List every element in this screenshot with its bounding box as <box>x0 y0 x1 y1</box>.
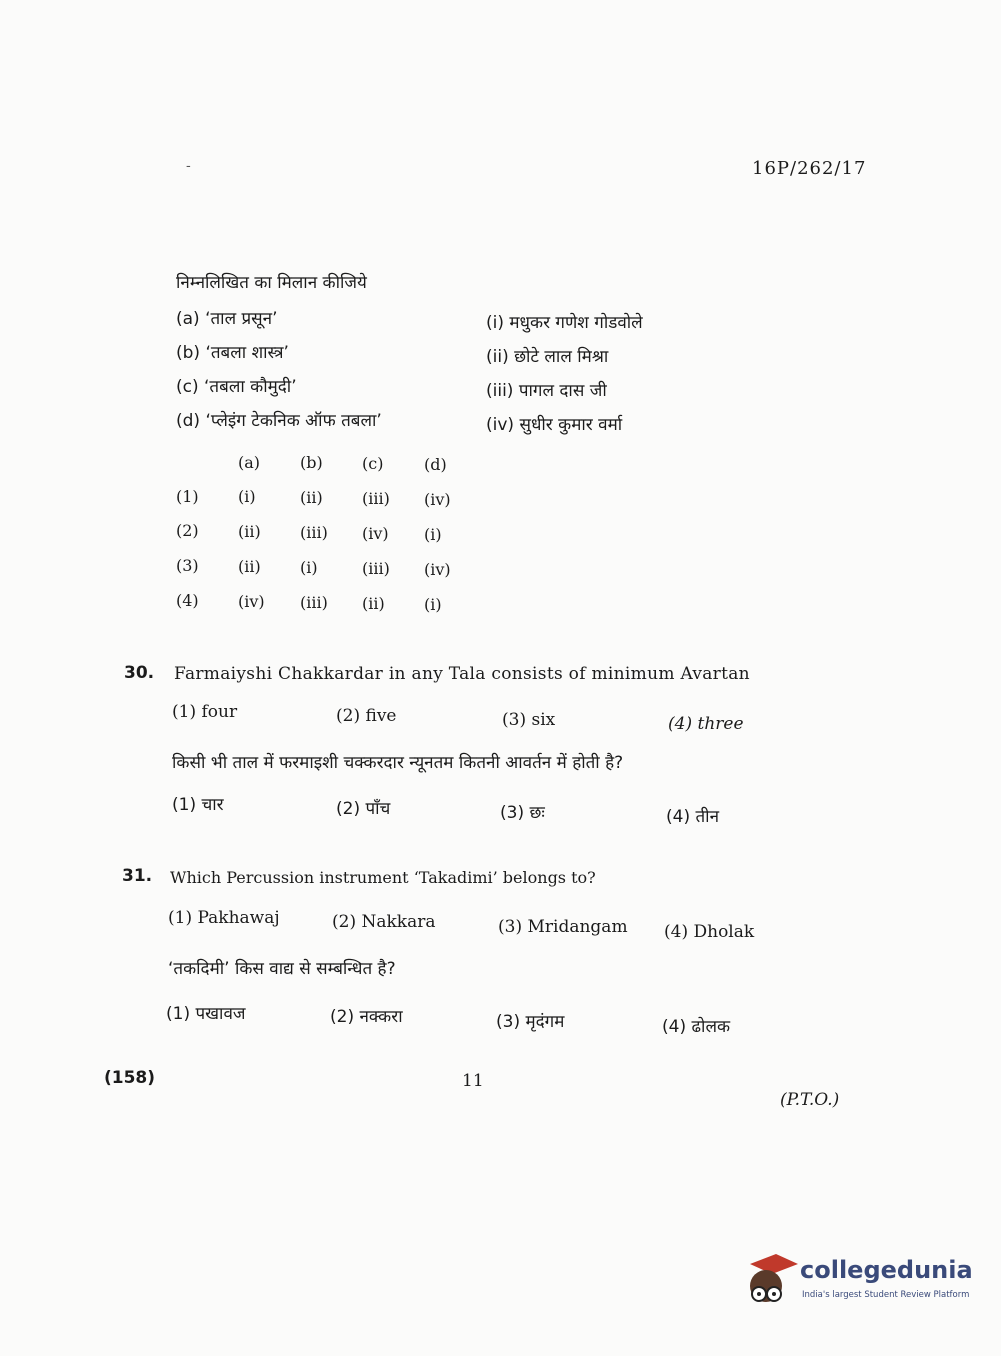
option-2-b: (iii) <box>300 523 328 542</box>
match-right-iv: (iv) सुधीर कुमार वर्मा <box>486 415 623 435</box>
table-header-d: (d) <box>424 455 447 474</box>
match-right-ii: (ii) छोटे लाल मिश्रा <box>486 347 609 367</box>
q31-option-1-hi: (1) पखावज <box>166 1004 246 1024</box>
collegedunia-logo <box>742 1250 972 1314</box>
q30-option-1-hi: (1) चार <box>172 795 224 815</box>
question-30-text-en: Farmaiyshi Chakkardar in any Tala consists of minimum Avartan <box>174 664 750 684</box>
option-2-label: (2) <box>176 521 199 540</box>
option-3-label: (3) <box>176 556 199 575</box>
q31-option-3-hi: (3) मृदंगम <box>496 1012 565 1032</box>
option-4-c: (ii) <box>362 594 385 613</box>
match-left-c: (c) ‘तबला कौमुदी’ <box>176 377 297 397</box>
option-3-b: (i) <box>300 558 318 577</box>
option-1-a: (i) <box>238 487 256 506</box>
question-30-number: 30. <box>124 663 155 683</box>
question-30-text-hi: किसी भी ताल में फरमाइशी चक्करदार न्यूनतम कितनी आवर्तन में होती है? <box>172 753 624 773</box>
question-31-number: 31. <box>122 866 153 886</box>
option-2-d: (i) <box>424 525 442 544</box>
q30-option-4-hi: (4) तीन <box>666 807 720 827</box>
scan-mark: - <box>186 158 191 174</box>
table-header-c: (c) <box>362 454 384 473</box>
paper-code: 16P/262/17 <box>752 158 867 179</box>
option-3-a: (ii) <box>238 557 261 576</box>
option-3-c: (iii) <box>362 559 390 578</box>
option-1-b: (ii) <box>300 488 323 507</box>
q31-option-4-en: (4) Dholak <box>664 922 755 942</box>
booklet-code: (158) <box>104 1068 156 1088</box>
option-2-c: (iv) <box>362 524 389 543</box>
match-right-iii: (iii) पागल दास जी <box>486 381 607 401</box>
option-1-label: (1) <box>176 487 199 506</box>
q30-option-2-hi: (2) पाँच <box>336 799 391 819</box>
table-header-b: (b) <box>300 453 323 472</box>
option-2-a: (ii) <box>238 522 261 541</box>
page-number: 11 <box>462 1071 484 1091</box>
match-instruction: निम्नलिखित का मिलान कीजिये <box>176 273 367 293</box>
q31-option-2-hi: (2) नक्करा <box>330 1007 403 1027</box>
option-4-b: (iii) <box>300 593 328 612</box>
question-31-text-hi: ‘तकदिमी’ किस वाद्य से सम्बन्धित है? <box>168 959 396 979</box>
option-1-d: (iv) <box>424 490 451 509</box>
q30-option-3-en: (3) six <box>502 710 556 730</box>
logo-wordmark: collegedunia <box>800 1256 973 1284</box>
table-header-a: (a) <box>238 453 261 472</box>
option-4-d: (i) <box>424 595 442 614</box>
pto-label: (P.T.O.) <box>780 1090 840 1110</box>
q30-option-4-en: (4) three <box>668 714 744 734</box>
option-1-c: (iii) <box>362 489 390 508</box>
match-left-a: (a) ‘ताल प्रसून’ <box>176 309 278 329</box>
logo-tagline: India's largest Student Review Platform <box>802 1290 970 1300</box>
match-right-i: (i) मधुकर गणेश गोडवोले <box>486 313 643 333</box>
option-3-d: (iv) <box>424 560 451 579</box>
q31-option-3-en: (3) Mridangam <box>498 917 628 937</box>
option-4-a: (iv) <box>238 592 265 611</box>
q31-option-1-en: (1) Pakhawaj <box>168 908 280 928</box>
q30-option-1-en: (1) four <box>172 702 238 722</box>
match-left-b: (b) ‘तबला शास्त्र’ <box>176 343 289 363</box>
option-4-label: (4) <box>176 591 199 610</box>
question-31-text-en: Which Percussion instrument ‘Takadimi’ belongs to? <box>170 868 596 887</box>
match-left-d: (d) ‘प्लेइंग टेकनिक ऑफ तबला’ <box>176 411 382 431</box>
q30-option-3-hi: (3) छः <box>500 803 545 823</box>
q31-option-4-hi: (4) ढोलक <box>662 1017 731 1037</box>
mascot-icon <box>742 1250 800 1314</box>
q30-option-2-en: (2) five <box>336 706 397 726</box>
q31-option-2-en: (2) Nakkara <box>332 912 436 932</box>
